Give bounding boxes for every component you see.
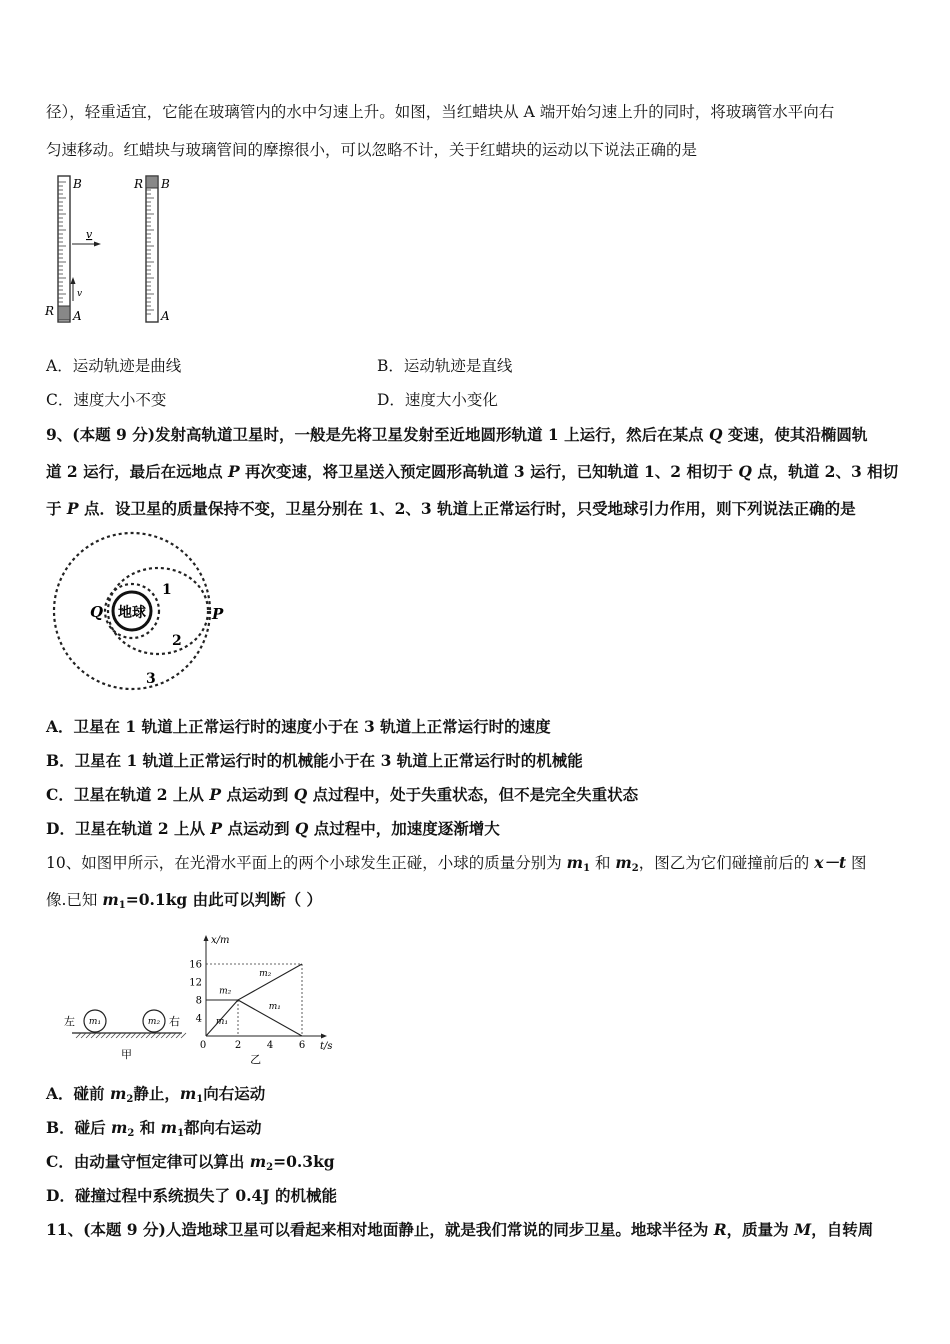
ground-hatch (106, 1033, 111, 1038)
label-B-left: B (73, 177, 82, 191)
q8-text-line-1: 径），轻重适宜，它能在玻璃管内的水中匀速上升。如图，当红蜡块从 A 端开始匀速上升的同时，将玻璃管水平向右 (46, 103, 835, 121)
q9-text-line-1: 9、(本题 9 分)发射高轨道卫星时，一般是先将卫星发射至近地圆形轨道 1 上运行，然后在某点 Q 变速，使其沿椭圆轨 (46, 425, 868, 444)
ground-hatch (81, 1033, 86, 1038)
q9-text-line-3: 于 P 点．设卫星的质量保持不变，卫星分别在 1、2、3 轨道上正常运行时，只受地球引力作用，则下列说法正确的是 (46, 499, 856, 518)
y-tick-label: 8 (195, 995, 202, 1007)
ground-hatch (181, 1033, 186, 1038)
q10-option-C[interactable]: C．由动量守恒定律可以算出 $m_2=0.3kg$ (46, 1152, 335, 1173)
right-label: 右 (169, 1015, 180, 1028)
y-axis-arrow (204, 935, 209, 941)
ground-hatch (96, 1033, 101, 1038)
ground-hatch (101, 1033, 106, 1038)
orbit-2-label: 2 (172, 633, 182, 649)
q9-option-B[interactable]: B．卫星在 1 轨道上正常运行时的机械能小于在 3 轨道上正常运行时的机械能 (46, 751, 583, 770)
q10-option-D[interactable]: D．碰撞过程中系统损失了 0.4J 的机械能 (46, 1186, 338, 1205)
label-v-horizontal: v (86, 228, 93, 241)
q11-text-line-1: 11、(本题 9 分)人造地球卫星可以看起来相对地面静止，就是我们常说的同步卫星。地球半径为 R，质量为 M，自转周 (46, 1220, 874, 1239)
ground-hatch (176, 1033, 181, 1038)
ground-hatch (166, 1033, 171, 1038)
series-label-m1-after: m₁ (268, 1002, 281, 1012)
series-label-1: m₁ (215, 1016, 229, 1027)
q10-option-A[interactable]: A．碰前 $m_2$静止，$m_1$向右运动 (46, 1084, 266, 1105)
y-tick-label: 4 (195, 1013, 202, 1025)
q9-option-D[interactable]: D．卫星在轨道 2 上从 P 点运动到 Q 点过程中，加速度逐渐增大 (46, 819, 500, 838)
x-tick-label: 2 (234, 1040, 242, 1051)
red-wax-block-left (58, 306, 70, 320)
ground-hatch (116, 1033, 121, 1038)
y-tick-label: 16 (189, 959, 202, 971)
earth-label: 地球 (118, 605, 146, 621)
q9-text-line-2: 道 2 运行，最后在远地点 P 再次变速，将卫星送入预定圆形高轨道 3 运行，已知轨道 1、2 相切于 Q 点，轨道 2、3 相切 (46, 462, 899, 481)
q8-option-D[interactable]: D．速度大小变化 (377, 391, 498, 409)
label-R-right: R (134, 177, 144, 191)
y-tick-label: 12 (189, 977, 202, 989)
ground-hatch (76, 1033, 81, 1038)
label-A-right: A (161, 309, 170, 323)
q9-option-C[interactable]: C．卫星在轨道 2 上从 P 点运动到 Q 点过程中，处于失重状态，但不是完全失重状态 (46, 785, 639, 804)
ground-hatch (126, 1033, 131, 1038)
ground-hatch (121, 1033, 126, 1038)
series-label-2: m₂ (259, 969, 272, 980)
label-B-right: B (161, 177, 170, 191)
ball-m1-label: m₁ (88, 1017, 102, 1027)
ground-hatch (91, 1033, 96, 1038)
right-tube (146, 176, 158, 322)
ground-hatch (156, 1033, 161, 1038)
q8-option-C[interactable]: C．速度大小不变 (46, 391, 167, 409)
x-axis-arrow (321, 1034, 327, 1039)
orbit-1-label: 1 (162, 582, 172, 598)
label-A-left: A (73, 309, 82, 323)
ground-hatch (161, 1033, 166, 1038)
q10-text-line-1: 10、如图甲所示，在光滑水平面上的两个小球发生正碰，小球的质量分别为 $m_1$ 和 $m_2$，图乙为它们碰撞前后的 x－t 图 (46, 853, 867, 874)
q10-figure-jia (62, 1000, 192, 1062)
q9-option-A[interactable]: A．卫星在 1 轨道上正常运行时的速度小于在 3 轨道上正常运行时的速度 (46, 717, 551, 736)
q10-option-B[interactable]: B．碰后 $m_2$ 和 $m_1$都向右运动 (46, 1118, 262, 1139)
red-wax-block-right (146, 176, 158, 188)
ground-hatch (141, 1033, 146, 1038)
label-v-vertical: v (77, 289, 83, 299)
x-tick-label: 4 (266, 1040, 274, 1051)
orbit-3-label: 3 (146, 671, 156, 687)
ground-hatch (86, 1033, 91, 1038)
left-label: 左 (64, 1015, 75, 1028)
caption-yi: 乙 (250, 1053, 262, 1066)
q8-option-B[interactable]: B．运动轨迹是直线 (377, 357, 513, 375)
q8-glass-tube-figure (40, 168, 190, 326)
ground-hatch (171, 1033, 176, 1038)
ground-hatch (111, 1033, 116, 1038)
ground-hatch (131, 1033, 136, 1038)
q10-xt-chart (189, 926, 342, 1066)
q9-orbit-figure (48, 527, 228, 695)
q8-text-line-2: 匀速移动。红蜡块与玻璃管间的摩擦很小，可以忽略不计，关于红蜡块的运动以下说法正确的是 (46, 141, 698, 159)
ground-hatch (136, 1033, 141, 1038)
q10-text-line-2: 像.已知 $m_1=0.1kg$ 由此可以判断（ ） (46, 890, 323, 911)
origin-label: 0 (199, 1040, 207, 1051)
x-tick-label: 6 (298, 1040, 306, 1051)
label-R-left: R (45, 304, 55, 318)
y-axis-label: x/m (211, 935, 230, 946)
point-P-label: P (212, 605, 224, 623)
ball-m2-label: m₂ (147, 1017, 161, 1027)
x-axis-label: t/s (320, 1041, 333, 1052)
caption-jia: 甲 (121, 1048, 132, 1061)
ground-hatch (146, 1033, 151, 1038)
series-label-m2-before: m₂ (219, 986, 232, 997)
left-tube (58, 176, 70, 322)
ground-hatch (151, 1033, 156, 1038)
q8-option-A[interactable]: A．运动轨迹是曲线 (46, 357, 182, 375)
point-Q-label: Q (90, 603, 104, 621)
